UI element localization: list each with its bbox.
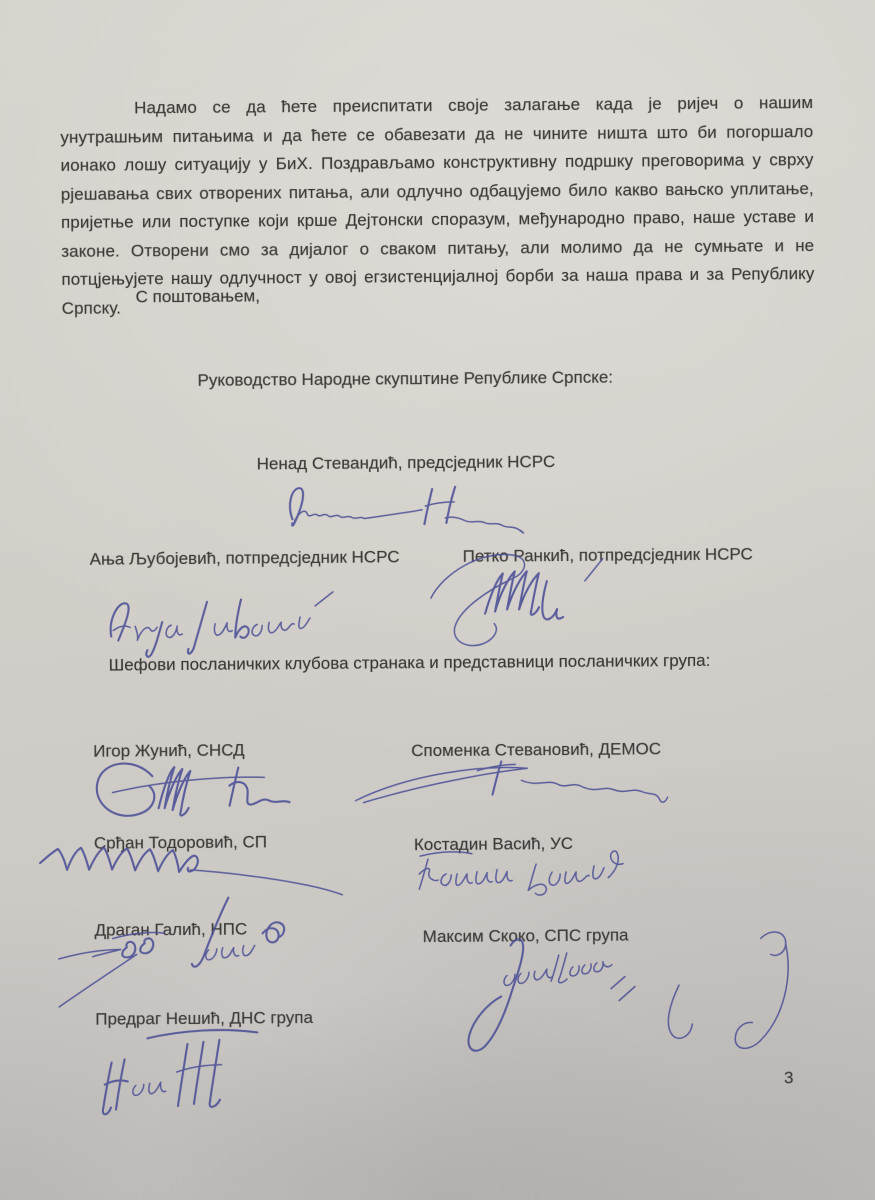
vp-name-rankic: Петко Ранкић, потпредсједник НСРС	[462, 544, 753, 566]
signature-predrag-nesic-ink	[91, 1023, 267, 1119]
signature-skoko-flourish-ink	[643, 922, 804, 1075]
leader-name-vasic: Костадин Васић, УС	[413, 833, 574, 855]
signature-igor-zunic-ink	[86, 749, 322, 831]
signature-nenad-stevandic-ink	[282, 477, 537, 537]
signature-anja-ljubojevic-ink	[95, 573, 351, 660]
leader-name-galic: Драган Галић, НПС	[94, 919, 248, 940]
signature-maksim-skoko-ink	[423, 928, 664, 1058]
leader-name-todorovic: Срђан Тодоровић, СП	[93, 832, 268, 853]
leader-name-zunic: Игор Жунић, СНСД	[93, 740, 245, 761]
leader-name-skoko: Максим Скоко, СПС група	[422, 925, 629, 947]
leader-name-stevanovic: Споменка Стевановић, ДЕМОС	[411, 739, 662, 761]
closing-salutation: С поштовањем,	[135, 286, 261, 307]
leadership-heading: Руководство Народне скупштине Републике Српске:	[197, 367, 614, 390]
leader-name-nesic: Предраг Нешић, ДНС група	[95, 1007, 314, 1029]
signature-kostadin-vasic-ink	[404, 843, 639, 900]
vp-name-ljubojevic: Ања Љубојевић, потпредсједник НСРС	[89, 547, 400, 569]
body-paragraph: Надамо се да ћете преиспитати своје залагање када је ријеч о нашим унутрашњим питањима и да ћете се обавезати да не чините ништа што би погоршало ионако лошу ситуацију у БиХ. Поздрављамо конструктивну подршку преговорима у сврху рјешавања свих отворених питања, али одлучно одбацујемо било какво вањско уплитање, пријетње или поступке који крше Дејтонски споразум, међународно право, наше уставе и законе. Отворени смо за дијалог о сваком питању, али молимо да не сумњате и не потцјењујете нашу одлучност у овој егзистенцијалној борби за наша права и за Републику Српску.	[60, 93, 815, 318]
signature-dragan-galic-ink	[50, 891, 326, 1011]
groups-heading: Шефови посланичких клубова странака и представници посланичких група:	[108, 650, 711, 675]
signature-spomenka-stevanovic-ink	[349, 754, 679, 817]
president-name: Ненад Стевандић, предсједник НСРС	[256, 452, 556, 474]
page-number: 3	[783, 1068, 794, 1088]
signature-petko-rankic-ink	[423, 540, 634, 657]
